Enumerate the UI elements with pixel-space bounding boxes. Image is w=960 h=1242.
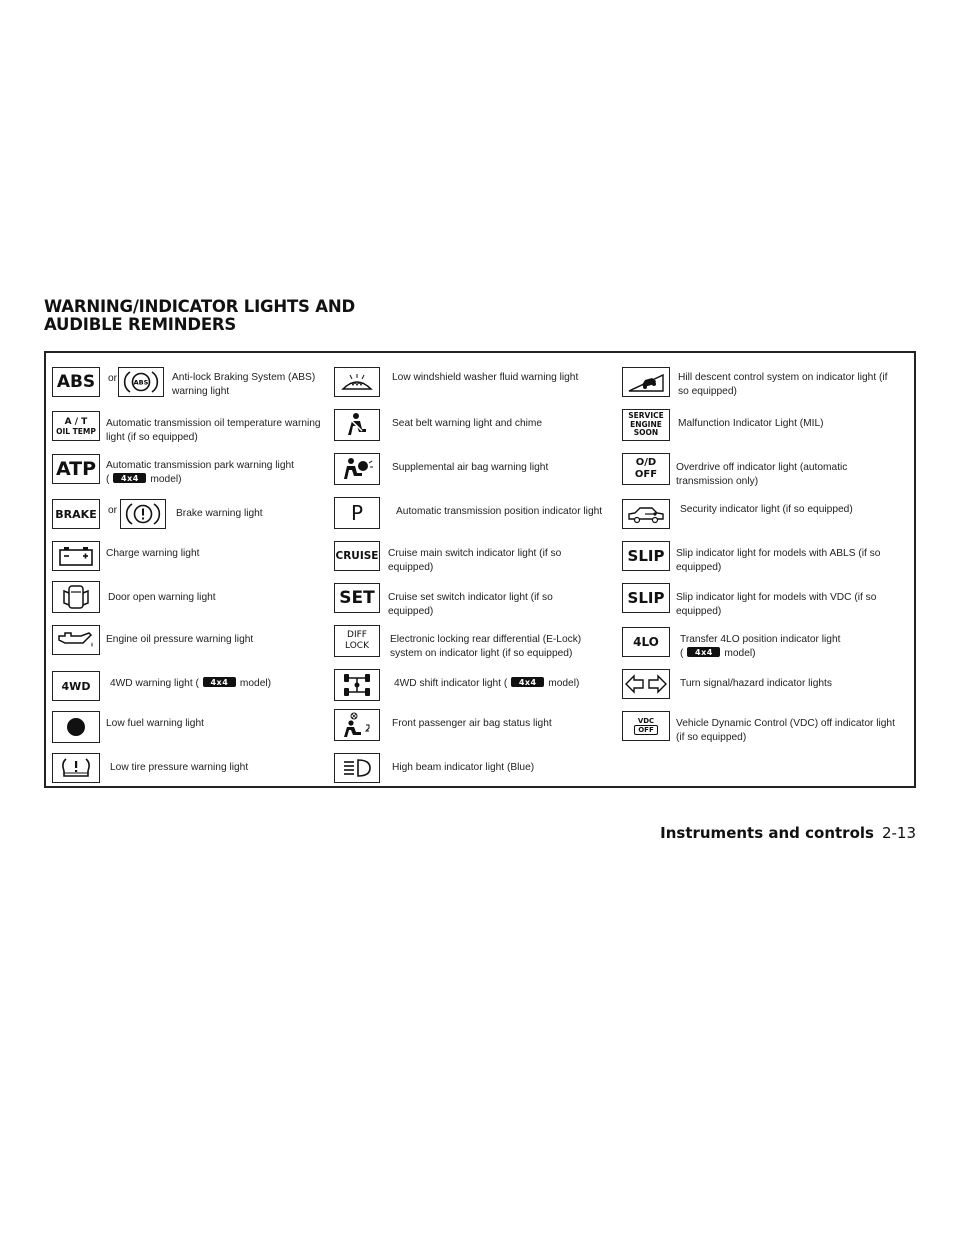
4lo-description	[680, 633, 900, 661]
4wd-icon	[52, 671, 100, 701]
or-label: or	[108, 373, 118, 384]
diff-lock-text-1: DIFF	[347, 630, 367, 640]
or-label: or	[108, 505, 118, 516]
set-icon-text: SET	[339, 588, 375, 608]
at-oil-temp-text-1: A / T	[64, 416, 88, 427]
diff-lock-text-2: LOCK	[345, 641, 369, 651]
4wd-description-post: model)	[239, 678, 272, 689]
tire-pressure-icon	[52, 753, 100, 783]
service-engine-icon	[622, 409, 670, 441]
4wd-shift-description-post: model)	[548, 678, 580, 689]
charge-description: Charge warning light	[106, 548, 200, 559]
cruise-icon-text: CRUISE	[335, 550, 379, 562]
passenger-airbag-icon	[334, 709, 380, 741]
service-engine-text-2: ENGINE	[630, 419, 662, 429]
low-tire-pressure-description: Low tire pressure warning light	[110, 762, 249, 773]
4lo-icon	[622, 627, 670, 657]
atp-description-open-paren: (	[106, 474, 110, 485]
turn-signal-description: Turn signal/hazard indicator lights	[680, 678, 832, 689]
atp-description-line-1: Automatic transmission park warning light	[106, 460, 294, 471]
atp-icon	[52, 454, 100, 484]
vdc-off-text-1: VDC	[637, 717, 655, 725]
security-car-icon	[622, 499, 670, 529]
door-open-icon	[52, 581, 100, 613]
security-description: Security indicator light (if so equipped)	[680, 504, 853, 515]
od-off-icon	[622, 453, 670, 485]
e-lock-description: Electronic locking rear differential (E-Lock) system on indicator light (if so equipped)	[390, 634, 582, 659]
service-engine-text-1: SERVICE	[628, 411, 664, 421]
4x4-badge-text: 4x4	[518, 678, 537, 687]
4wd-icon-text: 4WD	[61, 679, 91, 693]
service-engine-text-3: SOON	[633, 428, 659, 438]
heading-line-2: AUDIBLE REMINDERS	[44, 315, 237, 334]
slip-vdc-icon	[622, 583, 670, 613]
seat-belt-description: Seat belt warning light and chime	[392, 418, 543, 429]
battery-icon	[52, 541, 100, 571]
position-indicator-description: Automatic transmission position indicator light	[396, 506, 603, 517]
brake-icon	[52, 499, 100, 529]
heading-line-1: WARNING/INDICATOR LIGHTS AND	[44, 297, 355, 316]
diff-lock-icon	[334, 625, 380, 657]
position-p-icon	[334, 497, 380, 529]
slip-abls-description: Slip indicator light for models with ABLS (if so equipped)	[676, 548, 881, 573]
overdrive-off-description: Overdrive off indicator light (automatic transmission only)	[676, 462, 848, 487]
at-oil-temp-description: Automatic transmission oil temperature warning light (if so equipped)	[106, 418, 321, 443]
slip-abls-icon	[622, 541, 670, 571]
at-oil-temp-icon	[52, 411, 100, 441]
brake-icon-text: BRAKE	[55, 507, 97, 521]
4wd-description	[110, 677, 340, 691]
air-bag-description: Supplemental air bag warning light	[392, 462, 549, 473]
slip-vdc-icon-text: SLIP	[627, 589, 665, 607]
oil-can-icon	[52, 625, 100, 655]
abs-description: Anti-lock Braking System (ABS) warning light	[172, 372, 316, 397]
abs-icon-text: ABS	[56, 372, 96, 392]
4wd-shift-icon	[334, 669, 380, 701]
air-bag-icon	[334, 453, 380, 485]
atp-icon-text: ATP	[55, 458, 97, 480]
atp-description	[106, 459, 346, 487]
oil-pressure-description: Engine oil pressure warning light	[106, 634, 254, 645]
cruise-main-description: Cruise main switch indicator light (if so equipped)	[388, 548, 562, 573]
page-heading	[44, 298, 355, 334]
footer-section-title: Instruments and controls	[660, 824, 874, 842]
atp-description-model: model)	[150, 474, 182, 485]
brake-description: Brake warning light	[176, 508, 263, 519]
svg-text:ABS: ABS	[133, 378, 149, 387]
4x4-badge-icon	[203, 677, 236, 687]
mil-description: Malfunction Indicator Light (MIL)	[678, 418, 824, 429]
seat-belt-icon	[334, 409, 380, 441]
4lo-description-line-1: Transfer 4LO position indicator light	[680, 634, 841, 645]
door-open-description: Door open warning light	[108, 592, 216, 603]
4lo-description-model: model)	[724, 648, 756, 659]
od-off-text-2: OFF	[634, 469, 658, 480]
cruise-icon	[334, 541, 380, 571]
turn-signal-icon	[622, 669, 670, 699]
4x4-badge-icon	[113, 473, 146, 483]
abs-icon	[52, 367, 100, 397]
vdc-off-text-2: OFF	[634, 725, 658, 735]
position-p-icon-text: P	[350, 501, 364, 525]
passenger-airbag-description: Front passenger air bag status light	[392, 718, 552, 729]
vdc-off-icon	[622, 711, 670, 741]
slip-abls-icon-text: SLIP	[627, 547, 665, 565]
4x4-badge-text: 4x4	[210, 678, 229, 687]
low-fuel-description: Low fuel warning light	[106, 718, 204, 729]
4x4-badge-icon	[511, 677, 544, 687]
cruise-set-description: Cruise set switch indicator light (if so equipped)	[388, 592, 553, 617]
footer-page-number: 2-13	[881, 824, 916, 842]
indicator-lights-panel	[44, 351, 916, 788]
high-beam-icon	[334, 753, 380, 783]
4wd-shift-description-pre: 4WD shift indicator light (	[394, 678, 508, 689]
vdc-off-description: Vehicle Dynamic Control (VDC) off indicator light (if so equipped)	[676, 718, 895, 743]
hill-descent-icon	[622, 367, 670, 397]
abs-circle-icon	[118, 367, 164, 397]
4x4-badge-icon	[687, 647, 720, 657]
4wd-description-pre: 4WD warning light (	[110, 678, 199, 689]
high-beam-description: High beam indicator light (Blue)	[392, 762, 535, 773]
4wd-shift-description	[394, 677, 634, 691]
hill-descent-description: Hill descent control system on indicator light (if so equipped)	[678, 372, 888, 397]
washer-fluid-icon	[334, 367, 380, 397]
slip-vdc-description: Slip indicator light for models with VDC (if so equipped)	[676, 592, 877, 617]
set-icon	[334, 583, 380, 613]
fuel-dot-icon	[52, 711, 100, 743]
page-footer	[660, 824, 916, 842]
od-off-text-1: O/D	[635, 457, 657, 468]
washer-fluid-description: Low windshield washer fluid warning light	[392, 372, 579, 383]
brake-circle-icon	[120, 499, 166, 529]
4x4-badge-text: 4x4	[121, 474, 139, 483]
4x4-badge-text: 4x4	[695, 648, 713, 657]
4lo-description-open-paren: (	[680, 648, 684, 659]
4lo-icon-text: 4LO	[633, 635, 659, 649]
at-oil-temp-text-2: OIL TEMP	[56, 426, 96, 436]
